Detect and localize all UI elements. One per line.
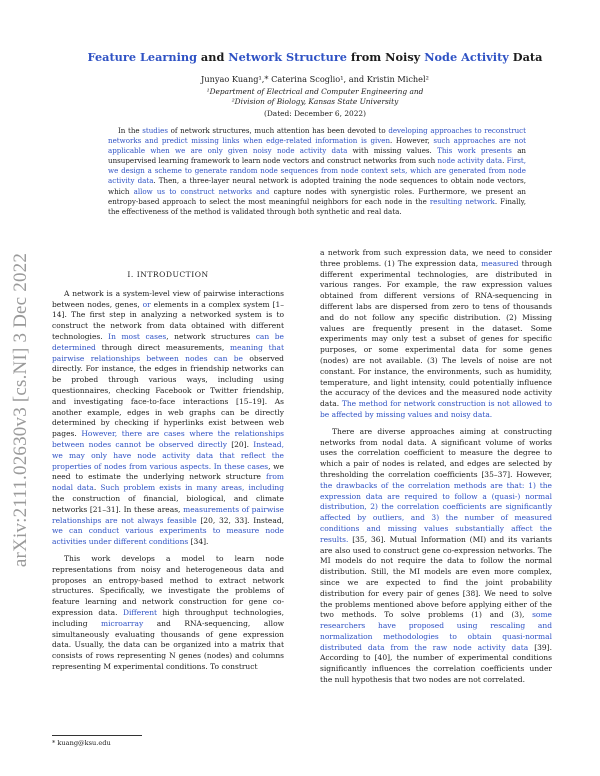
affiliations bbox=[70, 87, 560, 107]
title-part: and bbox=[196, 50, 229, 64]
abstract-text: an unsupervised learning framework to learn node vectors and construct networks from such bbox=[108, 146, 526, 166]
body-highlight: Instead, we may only have node activity data that reflect the properties of nodes from various aspects. bbox=[52, 439, 284, 471]
dated-line: (Dated: December 6, 2022) bbox=[263, 109, 367, 118]
body-highlight: Such problem exists in many areas, including bbox=[100, 483, 284, 493]
title-part: Network Structure bbox=[228, 50, 347, 64]
body-text: This work develops a model to learn node representations from noisy and heterogeneous data and proposes an entropy-based method to extract network structures. Specifically, we investigate the problems of feature learning and network construction for gene co-expression data. bbox=[52, 553, 284, 617]
abstract-highlight: such approaches are not applicable when we are only given noisy node activity data bbox=[108, 136, 526, 156]
affiliation-1: ¹Department of Electrical and Computer Engineering and bbox=[206, 87, 424, 96]
abstract-highlight: developing approaches to reconstruct networks and predict missing links when edge-related information is given bbox=[108, 126, 526, 146]
body-highlight: measured bbox=[481, 258, 519, 268]
abstract-text: . Finally, the effectiveness of the method is validated through both synthetic and real data. bbox=[108, 196, 527, 216]
body-text: [35, 36]. Mutual Information (MI) and its variants are also used to construct gene co-expression networks. The MI models do not require the data to follow the normal distribution. Still, the MI models are even more complex, since we are expected to find the joint probability distribution for every pair of genes [38]. We need to solve the problems mentioned above before applying either of the two methods. To solve problems (1) and (3), bbox=[320, 534, 552, 620]
abstract-text: of network structures, much attention has been devoted to bbox=[167, 126, 389, 135]
abstract-highlight: First, we design a scheme to generate random node sequences from node context sets, which are generated from node activity data bbox=[108, 156, 526, 186]
paragraph bbox=[320, 248, 552, 421]
body-highlight: some researchers have proposed using rescaling and normalization methodologies to obtain quasi-normal distributed data from the raw node activity data bbox=[320, 610, 552, 652]
abstract-highlight: This work presents bbox=[437, 146, 512, 156]
left-column bbox=[52, 270, 284, 673]
body-text: and RNA-sequencing, allow simultaneously evaluating thousands of gene expression data. Usually, the data can be organized into a matrix that consists of rows representing N genes (nodes) and columns representing M experimental conditions. To construct bbox=[52, 618, 285, 671]
body-text: There are diverse approaches aiming at constructing networks from nodal data. A significant volume of works uses the correlation coefficient to measure the degree to which a pair of nodes is related, and edges are selected by thresholding the correlation coefficients [35–37]. However, bbox=[320, 426, 552, 479]
abstract-text: . However, bbox=[390, 136, 434, 146]
arxiv-stamp bbox=[8, 252, 34, 568]
body-highlight: In most cases bbox=[108, 331, 167, 341]
body-highlight: from nodal data bbox=[52, 472, 284, 493]
abstract-text: . Then, a three-layer neural network is adopted training the node sequences to obtain node vectors, which bbox=[108, 176, 526, 196]
abstract-highlight: node activity data bbox=[437, 156, 503, 166]
abstract-text: capture nodes with synergistic roles. Furthermore, we present an entropy-based approach to select the most meaningful neighbors for each node in the bbox=[108, 186, 526, 206]
body-text: [20, 32, 33]. Instead, bbox=[196, 515, 284, 525]
body-text: observed directly. For instance, the edges in friendship networks can be probed through various ways, including using questionnaires, checking Facebook or Twitter friendship, and investigating face-to-face interactions [15–19]. As another example, edges in web graphs can be directly determined by checking if hyperlinks exist between web pages. bbox=[52, 353, 284, 439]
body-highlight: can be determined bbox=[52, 331, 284, 352]
paragraph bbox=[52, 289, 284, 548]
abstract-highlight: allow us to construct networks and bbox=[133, 186, 270, 196]
body-highlight: However, there are cases where the relationships between nodes cannot be observed directly bbox=[52, 429, 284, 449]
author-list: Junyao Kuang¹,* Caterina Scoglio¹, and Kristin Michel² bbox=[201, 74, 429, 84]
title-part: Data bbox=[508, 50, 543, 64]
body-highlight: or bbox=[142, 299, 151, 309]
abstract-text: In the bbox=[118, 126, 143, 135]
body-highlight: the drawbacks of the correlation methods are that: 1) the expression data are required to follow a (quasi-) normal distribution, 2) the correlation coefficients are significantly affected by outliers, and 3) the number of measured conditions and missing values substantially affect the results. bbox=[320, 480, 552, 544]
affiliation-2: ²Division of Biology, Kansas State University bbox=[231, 97, 399, 106]
body-text: , network structures bbox=[166, 331, 256, 341]
abstract-highlight: studies bbox=[142, 126, 168, 135]
paragraph bbox=[320, 427, 552, 686]
title-part: from Noisy bbox=[347, 50, 425, 64]
footnote-divider bbox=[52, 735, 142, 736]
body-text: the construction of financial, biological, and climate networks [21–31]. In these areas, bbox=[52, 493, 284, 514]
paragraph bbox=[52, 554, 284, 673]
body-text: . bbox=[93, 483, 101, 493]
section-heading: I. INTRODUCTION bbox=[127, 270, 209, 279]
body-highlight: In these cases bbox=[213, 461, 269, 471]
body-text: high throughput technologies, including bbox=[52, 607, 284, 628]
title-part: Node Activity bbox=[424, 50, 509, 64]
abstract-highlight: resulting network bbox=[429, 196, 495, 206]
abstract-text: . bbox=[502, 156, 507, 166]
body-text: A network is a system-level view of pairwise interactions between nodes, genes, bbox=[52, 288, 284, 309]
body-highlight: Different bbox=[123, 607, 158, 617]
title-part: Feature Learning bbox=[87, 50, 197, 64]
paper-title bbox=[70, 50, 560, 64]
abstract-text: with missing values. bbox=[347, 146, 438, 156]
body-highlight: The method for network construction is not allowed to be affected by missing values and noisy data. bbox=[320, 399, 552, 419]
abstract bbox=[108, 126, 526, 217]
arxiv-stamp-text: arXiv:2111.02630v3 [cs.NI] 3 Dec 2022 bbox=[10, 252, 31, 568]
body-text: elements in a complex system [1–14]. The first step in analyzing a networked system is to construct the network from data obtained with different technologies. bbox=[52, 299, 284, 341]
body-text: through direct measurements, bbox=[95, 342, 231, 352]
body-text: [39]. According to [40], the number of experimental conditions significantly influences the correlation coefficients under the null hypothesis that two nodes are not correlated. bbox=[320, 642, 552, 685]
right-column bbox=[320, 248, 552, 686]
footnote-email: * kuang@ksu.edu bbox=[52, 739, 111, 747]
body-text: , we need to estimate the underlying network structure bbox=[52, 461, 284, 482]
body-text: through different experimental technologies, are distributed in various ranges. For example, the raw expression values obtained from different versions of RNA-sequencing in different labs are dispersed from zero to tens of thousands and do not follow any specific distribution. (2) Missing values are frequently present in the dataset. Some experiments may only test a subset of genes for specific purposes, or some experimental data for some genes (nodes) are not available. (3) The levels of noise are not constant. For instance, the environments, such as humidity, temperature, and light intensity, could potentially influence the accuracy of the devices and the measured node activity data. bbox=[320, 258, 553, 409]
body-text: [34]. bbox=[188, 537, 209, 547]
body-highlight: measurements of pairwise relationships are not always feasible bbox=[52, 504, 284, 525]
body-highlight: meaning that pairwise relationships between nodes can be bbox=[52, 342, 284, 363]
body-text: a network from such expression data, we need to consider three problems. (1) The expression data, bbox=[320, 248, 552, 268]
body-highlight: we can conduct various experiments to measure node activities under different conditions bbox=[52, 526, 284, 547]
body-highlight: microarray bbox=[101, 618, 144, 628]
body-text: [20]. bbox=[226, 439, 254, 449]
